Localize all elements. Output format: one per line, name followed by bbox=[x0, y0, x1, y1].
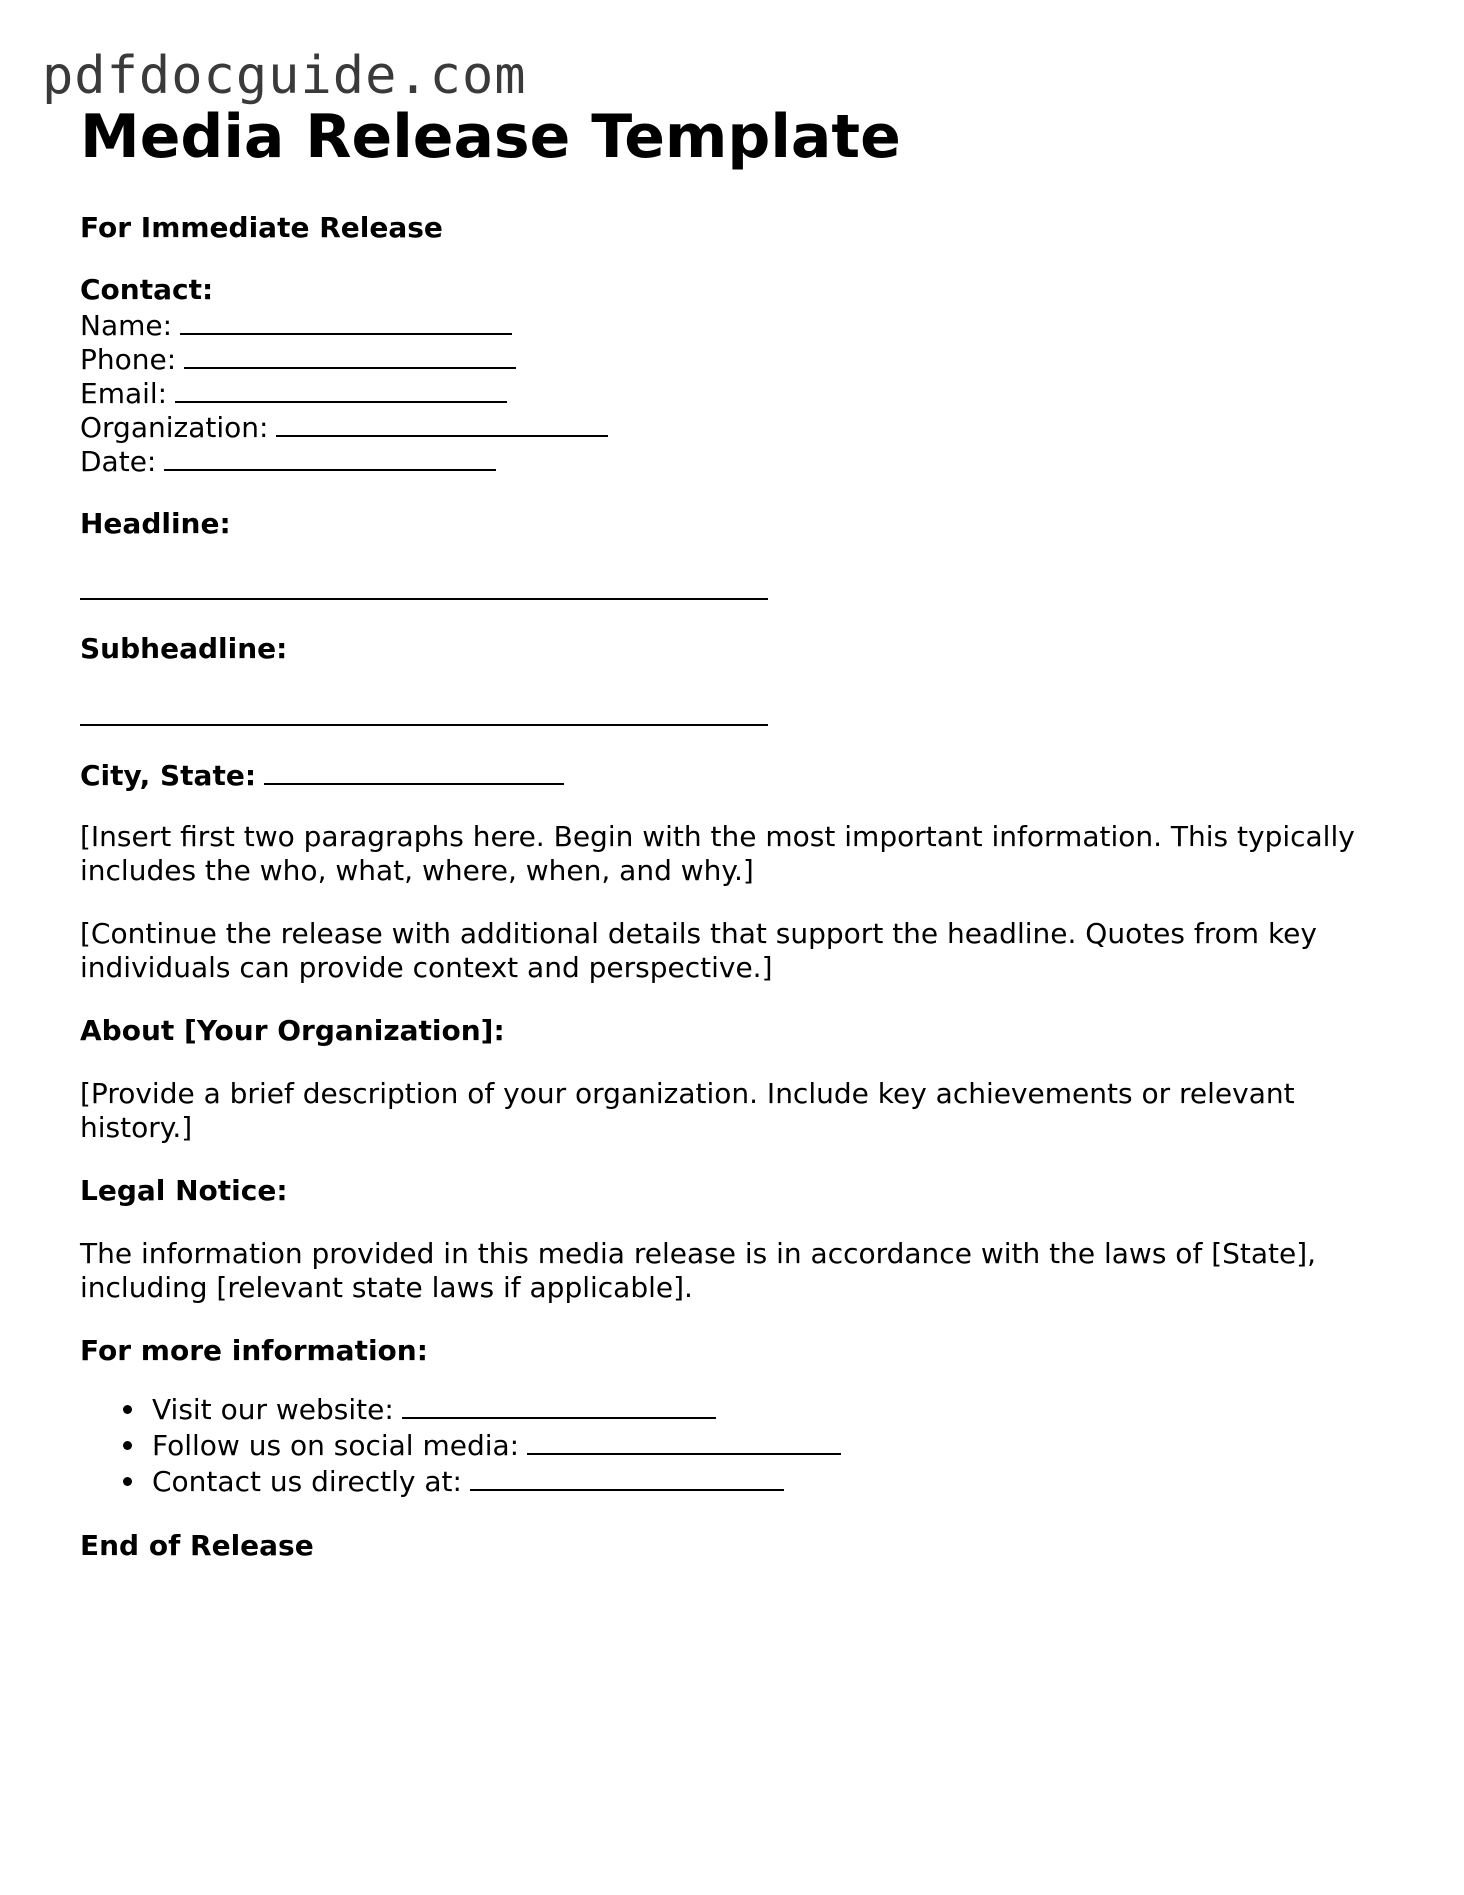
document-title: Media Release Template bbox=[80, 102, 901, 172]
subheadline-heading: Subheadline: bbox=[80, 632, 288, 665]
city-state-field[interactable] bbox=[264, 757, 564, 785]
social-media-label: Follow us on social media: bbox=[152, 1429, 520, 1462]
continue-paragraph: [Continue the release with additional details that support the headline. Quotes from key individuals can provide context and perspective.] bbox=[80, 917, 1317, 984]
city-state-row bbox=[80, 757, 564, 793]
about-heading: About [Your Organization]: bbox=[80, 1014, 505, 1047]
contact-organization-label: Organization: bbox=[80, 411, 269, 444]
headline-field[interactable] bbox=[80, 598, 768, 600]
headline-heading: Headline: bbox=[80, 507, 231, 540]
contact-name-row bbox=[80, 307, 512, 343]
contact-phone-label: Phone: bbox=[80, 343, 177, 376]
about-paragraph: [Provide a brief description of your organization. Include key achievements or relevant history.] bbox=[80, 1077, 1295, 1144]
contact-organization-row bbox=[80, 409, 608, 445]
website-field[interactable] bbox=[402, 1391, 716, 1419]
list-item bbox=[80, 1391, 841, 1427]
more-info-list bbox=[80, 1391, 841, 1499]
contact-email-row bbox=[80, 375, 507, 411]
contact-phone-field[interactable] bbox=[184, 341, 516, 369]
contact-email-field[interactable] bbox=[175, 375, 507, 403]
city-state-label: City, State: bbox=[80, 759, 257, 792]
contact-phone-row bbox=[80, 341, 516, 377]
contact-direct-field[interactable] bbox=[470, 1463, 784, 1491]
legal-heading: Legal Notice: bbox=[80, 1174, 288, 1207]
watermark-text: pdfdocguide.com bbox=[42, 46, 527, 106]
list-item bbox=[80, 1463, 841, 1499]
contact-name-field[interactable] bbox=[180, 307, 512, 335]
contact-heading: Contact: bbox=[80, 273, 214, 306]
social-media-field[interactable] bbox=[527, 1427, 841, 1455]
contact-name-label: Name: bbox=[80, 309, 173, 342]
legal-paragraph: The information provided in this media release is in accordance with the laws of [State], including [relevant state laws if applicable]. bbox=[80, 1237, 1317, 1304]
contact-email-label: Email: bbox=[80, 377, 168, 410]
contact-organization-field[interactable] bbox=[276, 409, 608, 437]
website-label: Visit our website: bbox=[152, 1393, 394, 1426]
contact-date-label: Date: bbox=[80, 445, 157, 478]
end-of-release: End of Release bbox=[80, 1529, 314, 1562]
contact-date-row bbox=[80, 443, 496, 479]
contact-date-field[interactable] bbox=[164, 443, 496, 471]
release-line: For Immediate Release bbox=[80, 211, 443, 244]
intro-paragraph: [Insert first two paragraphs here. Begin with the most important information. This typically includes the who, what, where, when, and why.] bbox=[80, 820, 1355, 887]
contact-direct-label: Contact us directly at: bbox=[152, 1465, 462, 1498]
list-item bbox=[80, 1427, 841, 1463]
more-info-heading: For more information: bbox=[80, 1334, 428, 1367]
subheadline-field[interactable] bbox=[80, 724, 768, 726]
